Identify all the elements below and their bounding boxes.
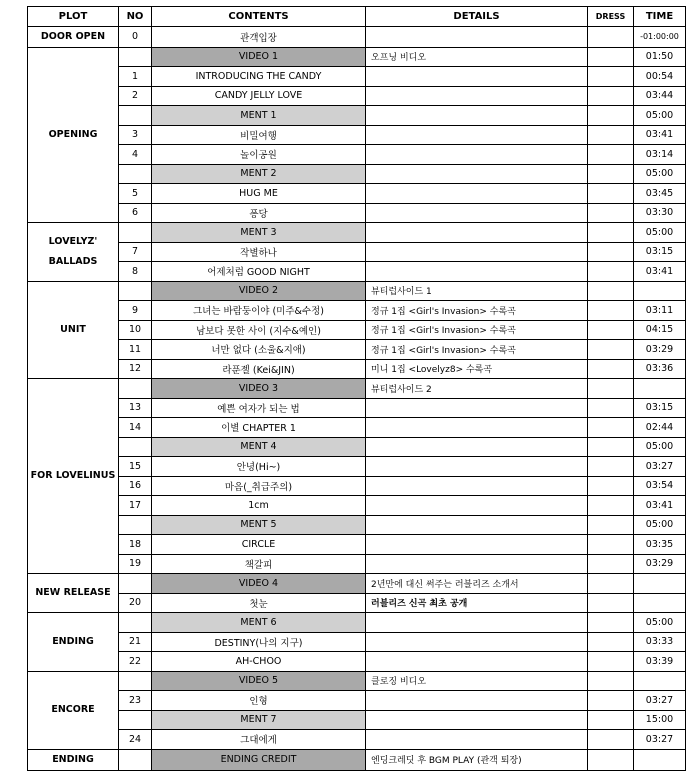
row-content: 책갈피 (152, 554, 366, 574)
row-time: 03:36 (634, 359, 686, 379)
row-content: MENT 3 (152, 223, 366, 243)
row-number: 1 (119, 67, 152, 87)
row-details (366, 242, 588, 262)
table-row (28, 691, 686, 711)
row-number: 3 (119, 125, 152, 145)
row-time: 05:00 (634, 515, 686, 535)
row-number: 11 (119, 340, 152, 360)
row-time: 05:00 (634, 164, 686, 184)
row-number: 4 (119, 145, 152, 165)
table-row (28, 340, 686, 360)
row-details (366, 164, 588, 184)
row-time: 03:44 (634, 86, 686, 106)
row-number (119, 574, 152, 594)
row-dress (588, 262, 634, 282)
row-number (119, 281, 152, 301)
plot-section: OPENING (28, 47, 119, 223)
row-details (366, 632, 588, 652)
row-number (119, 379, 152, 399)
row-number: 23 (119, 691, 152, 711)
header-plot: PLOT (28, 7, 119, 27)
row-details (366, 710, 588, 730)
row-time: 03:27 (634, 730, 686, 750)
row-time: 03:33 (634, 632, 686, 652)
row-content: 그대에게 (152, 730, 366, 750)
table-row (28, 476, 686, 496)
row-number: 24 (119, 730, 152, 750)
row-content: MENT 2 (152, 164, 366, 184)
table-row (28, 749, 686, 770)
row-content: VIDEO 2 (152, 281, 366, 301)
row-content: 작별하나 (152, 242, 366, 262)
row-content: VIDEO 1 (152, 47, 366, 67)
row-details (366, 652, 588, 672)
row-content: AH-CHOO (152, 652, 366, 672)
row-details: 정규 1집 <Girl's Invasion> 수록곡 (366, 320, 588, 340)
row-dress (588, 379, 634, 399)
row-content: 퐁당 (152, 203, 366, 223)
row-dress (588, 652, 634, 672)
row-content: 1cm (152, 496, 366, 516)
row-dress (588, 554, 634, 574)
row-dress (588, 67, 634, 87)
table-row (28, 67, 686, 87)
row-number: 14 (119, 418, 152, 438)
row-content: 라푼젤 (Kei&JIN) (152, 359, 366, 379)
row-details (366, 691, 588, 711)
table-row (28, 86, 686, 106)
row-time (634, 574, 686, 594)
row-time: 03:35 (634, 535, 686, 555)
row-content: 비밀여행 (152, 125, 366, 145)
row-number (119, 749, 152, 770)
row-content: ENDING CREDIT (152, 749, 366, 770)
header-dress: DRESS (588, 7, 634, 27)
row-dress (588, 691, 634, 711)
row-dress (588, 574, 634, 594)
row-content: 첫눈 (152, 593, 366, 613)
row-dress (588, 359, 634, 379)
row-details: 뷰티럽사이드 2 (366, 379, 588, 399)
row-number: 20 (119, 593, 152, 613)
plot-section: UNIT (28, 281, 119, 379)
row-time: 03:27 (634, 691, 686, 711)
row-time: 04:15 (634, 320, 686, 340)
row-number (119, 47, 152, 67)
row-dress (588, 203, 634, 223)
row-number (119, 515, 152, 535)
row-number: 7 (119, 242, 152, 262)
row-details (366, 203, 588, 223)
row-number (119, 106, 152, 126)
table-row (28, 496, 686, 516)
row-dress (588, 223, 634, 243)
table-row (28, 301, 686, 321)
row-dress (588, 301, 634, 321)
table-row (28, 418, 686, 438)
row-number (119, 671, 152, 691)
row-dress (588, 145, 634, 165)
row-dress (588, 535, 634, 555)
row-time: 03:41 (634, 125, 686, 145)
row-dress (588, 106, 634, 126)
row-time: 03:29 (634, 554, 686, 574)
row-dress (588, 184, 634, 204)
row-content: MENT 4 (152, 437, 366, 457)
row-details (366, 67, 588, 87)
row-dress (588, 710, 634, 730)
row-content: 마음(_취급주의) (152, 476, 366, 496)
row-time: 05:00 (634, 437, 686, 457)
table-row (28, 554, 686, 574)
table-row (28, 632, 686, 652)
row-dress (588, 418, 634, 438)
row-details (366, 554, 588, 574)
table-row (28, 730, 686, 750)
header-row (28, 7, 686, 27)
row-time: 03:41 (634, 496, 686, 516)
row-details (366, 730, 588, 750)
row-details (366, 223, 588, 243)
row-dress (588, 476, 634, 496)
table-row (28, 535, 686, 555)
row-details (366, 106, 588, 126)
row-number: 9 (119, 301, 152, 321)
row-time: 03:39 (634, 652, 686, 672)
table-row (28, 223, 686, 243)
row-time: 00:54 (634, 67, 686, 87)
row-number: 17 (119, 496, 152, 516)
row-content: 안녕(Hi~) (152, 457, 366, 477)
table-row (28, 359, 686, 379)
row-dress (588, 671, 634, 691)
row-time (634, 593, 686, 613)
row-dress (588, 496, 634, 516)
row-dress (588, 164, 634, 184)
table-row (28, 106, 686, 126)
row-dress (588, 730, 634, 750)
row-details (366, 86, 588, 106)
row-details (366, 535, 588, 555)
row-time: 03:41 (634, 262, 686, 282)
row-content: 예쁜 여자가 되는 법 (152, 398, 366, 418)
plot-section: DOOR OPEN (28, 26, 119, 47)
row-content: 놀이공원 (152, 145, 366, 165)
row-dress (588, 281, 634, 301)
row-number: 15 (119, 457, 152, 477)
table-row (28, 574, 686, 594)
row-number: 2 (119, 86, 152, 106)
row-time: 15:00 (634, 710, 686, 730)
row-dress (588, 457, 634, 477)
row-details: 클로징 비디오 (366, 671, 588, 691)
row-dress (588, 242, 634, 262)
row-details: 뷰티럽사이드 1 (366, 281, 588, 301)
row-number: 18 (119, 535, 152, 555)
row-content: 그녀는 바람둥이야 (미주&수정) (152, 301, 366, 321)
row-details (366, 26, 588, 47)
table-row (28, 47, 686, 67)
table-row (28, 281, 686, 301)
row-details (366, 125, 588, 145)
row-dress (588, 398, 634, 418)
row-content: MENT 6 (152, 613, 366, 633)
row-number (119, 164, 152, 184)
row-number (119, 710, 152, 730)
row-number: 12 (119, 359, 152, 379)
row-number: 5 (119, 184, 152, 204)
plot-section: ENDING (28, 613, 119, 672)
row-details: 정규 1집 <Girl's Invasion> 수록곡 (366, 340, 588, 360)
row-dress (588, 593, 634, 613)
plot-section: LOVELYZ' BALLADS (28, 223, 119, 282)
row-time (634, 749, 686, 770)
row-details (366, 496, 588, 516)
row-content: CIRCLE (152, 535, 366, 555)
row-content: MENT 1 (152, 106, 366, 126)
table-row (28, 515, 686, 535)
row-time: 03:54 (634, 476, 686, 496)
row-details: 2년만에 대신 써주는 러블리즈 소개서 (366, 574, 588, 594)
row-dress (588, 26, 634, 47)
table-row (28, 184, 686, 204)
table-row (28, 652, 686, 672)
row-number: 13 (119, 398, 152, 418)
row-time: 01:50 (634, 47, 686, 67)
row-number: 8 (119, 262, 152, 282)
table-row (28, 671, 686, 691)
row-time: 02:44 (634, 418, 686, 438)
row-dress (588, 47, 634, 67)
table-row (28, 242, 686, 262)
table-row (28, 145, 686, 165)
row-details: 오프닝 비디오 (366, 47, 588, 67)
row-time: 03:15 (634, 398, 686, 418)
row-content: 남보다 못한 사이 (지수&예인) (152, 320, 366, 340)
table-row (28, 379, 686, 399)
row-time: 05:00 (634, 106, 686, 126)
row-content: 너만 없다 (소울&지애) (152, 340, 366, 360)
row-time: 03:14 (634, 145, 686, 165)
row-details (366, 262, 588, 282)
row-time: 03:11 (634, 301, 686, 321)
table-row (28, 262, 686, 282)
header-time: TIME (634, 7, 686, 27)
row-dress (588, 437, 634, 457)
row-details (366, 398, 588, 418)
row-dress (588, 125, 634, 145)
row-content: 어제처럼 GOOD NIGHT (152, 262, 366, 282)
table-row (28, 457, 686, 477)
row-content: 인형 (152, 691, 366, 711)
table-row (28, 203, 686, 223)
row-details (366, 437, 588, 457)
row-content: VIDEO 4 (152, 574, 366, 594)
row-time: 05:00 (634, 223, 686, 243)
row-time: 05:00 (634, 613, 686, 633)
header-no: NO (119, 7, 152, 27)
row-details: 엔딩크레딧 후 BGM PLAY (관객 퇴장) (366, 749, 588, 770)
row-content: MENT 5 (152, 515, 366, 535)
row-number: 6 (119, 203, 152, 223)
row-content: DESTINY(나의 지구) (152, 632, 366, 652)
table-row (28, 593, 686, 613)
row-details: 미니 1집 <Lovelyz8> 수록곡 (366, 359, 588, 379)
row-number: 16 (119, 476, 152, 496)
row-details (366, 476, 588, 496)
row-dress (588, 515, 634, 535)
table-row (28, 164, 686, 184)
table-row (28, 710, 686, 730)
row-dress (588, 320, 634, 340)
row-content: VIDEO 5 (152, 671, 366, 691)
row-number: 10 (119, 320, 152, 340)
row-details (366, 457, 588, 477)
plot-section: ENDING (28, 749, 119, 770)
row-time: -01:00:00 (634, 26, 686, 47)
row-dress (588, 86, 634, 106)
row-details (366, 515, 588, 535)
table-row (28, 398, 686, 418)
row-content: HUG ME (152, 184, 366, 204)
table-row (28, 26, 686, 47)
row-time (634, 379, 686, 399)
row-content: VIDEO 3 (152, 379, 366, 399)
row-details (366, 145, 588, 165)
header-contents: CONTENTS (152, 7, 366, 27)
row-number (119, 437, 152, 457)
table-row (28, 613, 686, 633)
row-number: 21 (119, 632, 152, 652)
row-dress (588, 340, 634, 360)
table-row (28, 437, 686, 457)
setlist-table (27, 6, 686, 771)
row-time (634, 671, 686, 691)
row-content: CANDY JELLY LOVE (152, 86, 366, 106)
row-time: 03:15 (634, 242, 686, 262)
row-number (119, 613, 152, 633)
row-details (366, 184, 588, 204)
row-details (366, 613, 588, 633)
row-time: 03:45 (634, 184, 686, 204)
row-dress (588, 749, 634, 770)
table-row (28, 125, 686, 145)
row-details: 정규 1집 <Girl's Invasion> 수록곡 (366, 301, 588, 321)
row-dress (588, 632, 634, 652)
row-time: 03:27 (634, 457, 686, 477)
row-time: 03:29 (634, 340, 686, 360)
plot-section: NEW RELEASE (28, 574, 119, 613)
header-details: DETAILS (366, 7, 588, 27)
row-content: 관객입장 (152, 26, 366, 47)
row-content: MENT 7 (152, 710, 366, 730)
row-dress (588, 613, 634, 633)
row-details: 러블리즈 신곡 최초 공개 (366, 593, 588, 613)
row-content: 이별 CHAPTER 1 (152, 418, 366, 438)
row-content: INTRODUCING THE CANDY (152, 67, 366, 87)
row-number: 22 (119, 652, 152, 672)
row-number (119, 223, 152, 243)
row-number: 19 (119, 554, 152, 574)
plot-section: ENCORE (28, 671, 119, 749)
plot-section: FOR LOVELINUS (28, 379, 119, 574)
row-time (634, 281, 686, 301)
row-time: 03:30 (634, 203, 686, 223)
row-details (366, 418, 588, 438)
row-number: 0 (119, 26, 152, 47)
table-row (28, 320, 686, 340)
